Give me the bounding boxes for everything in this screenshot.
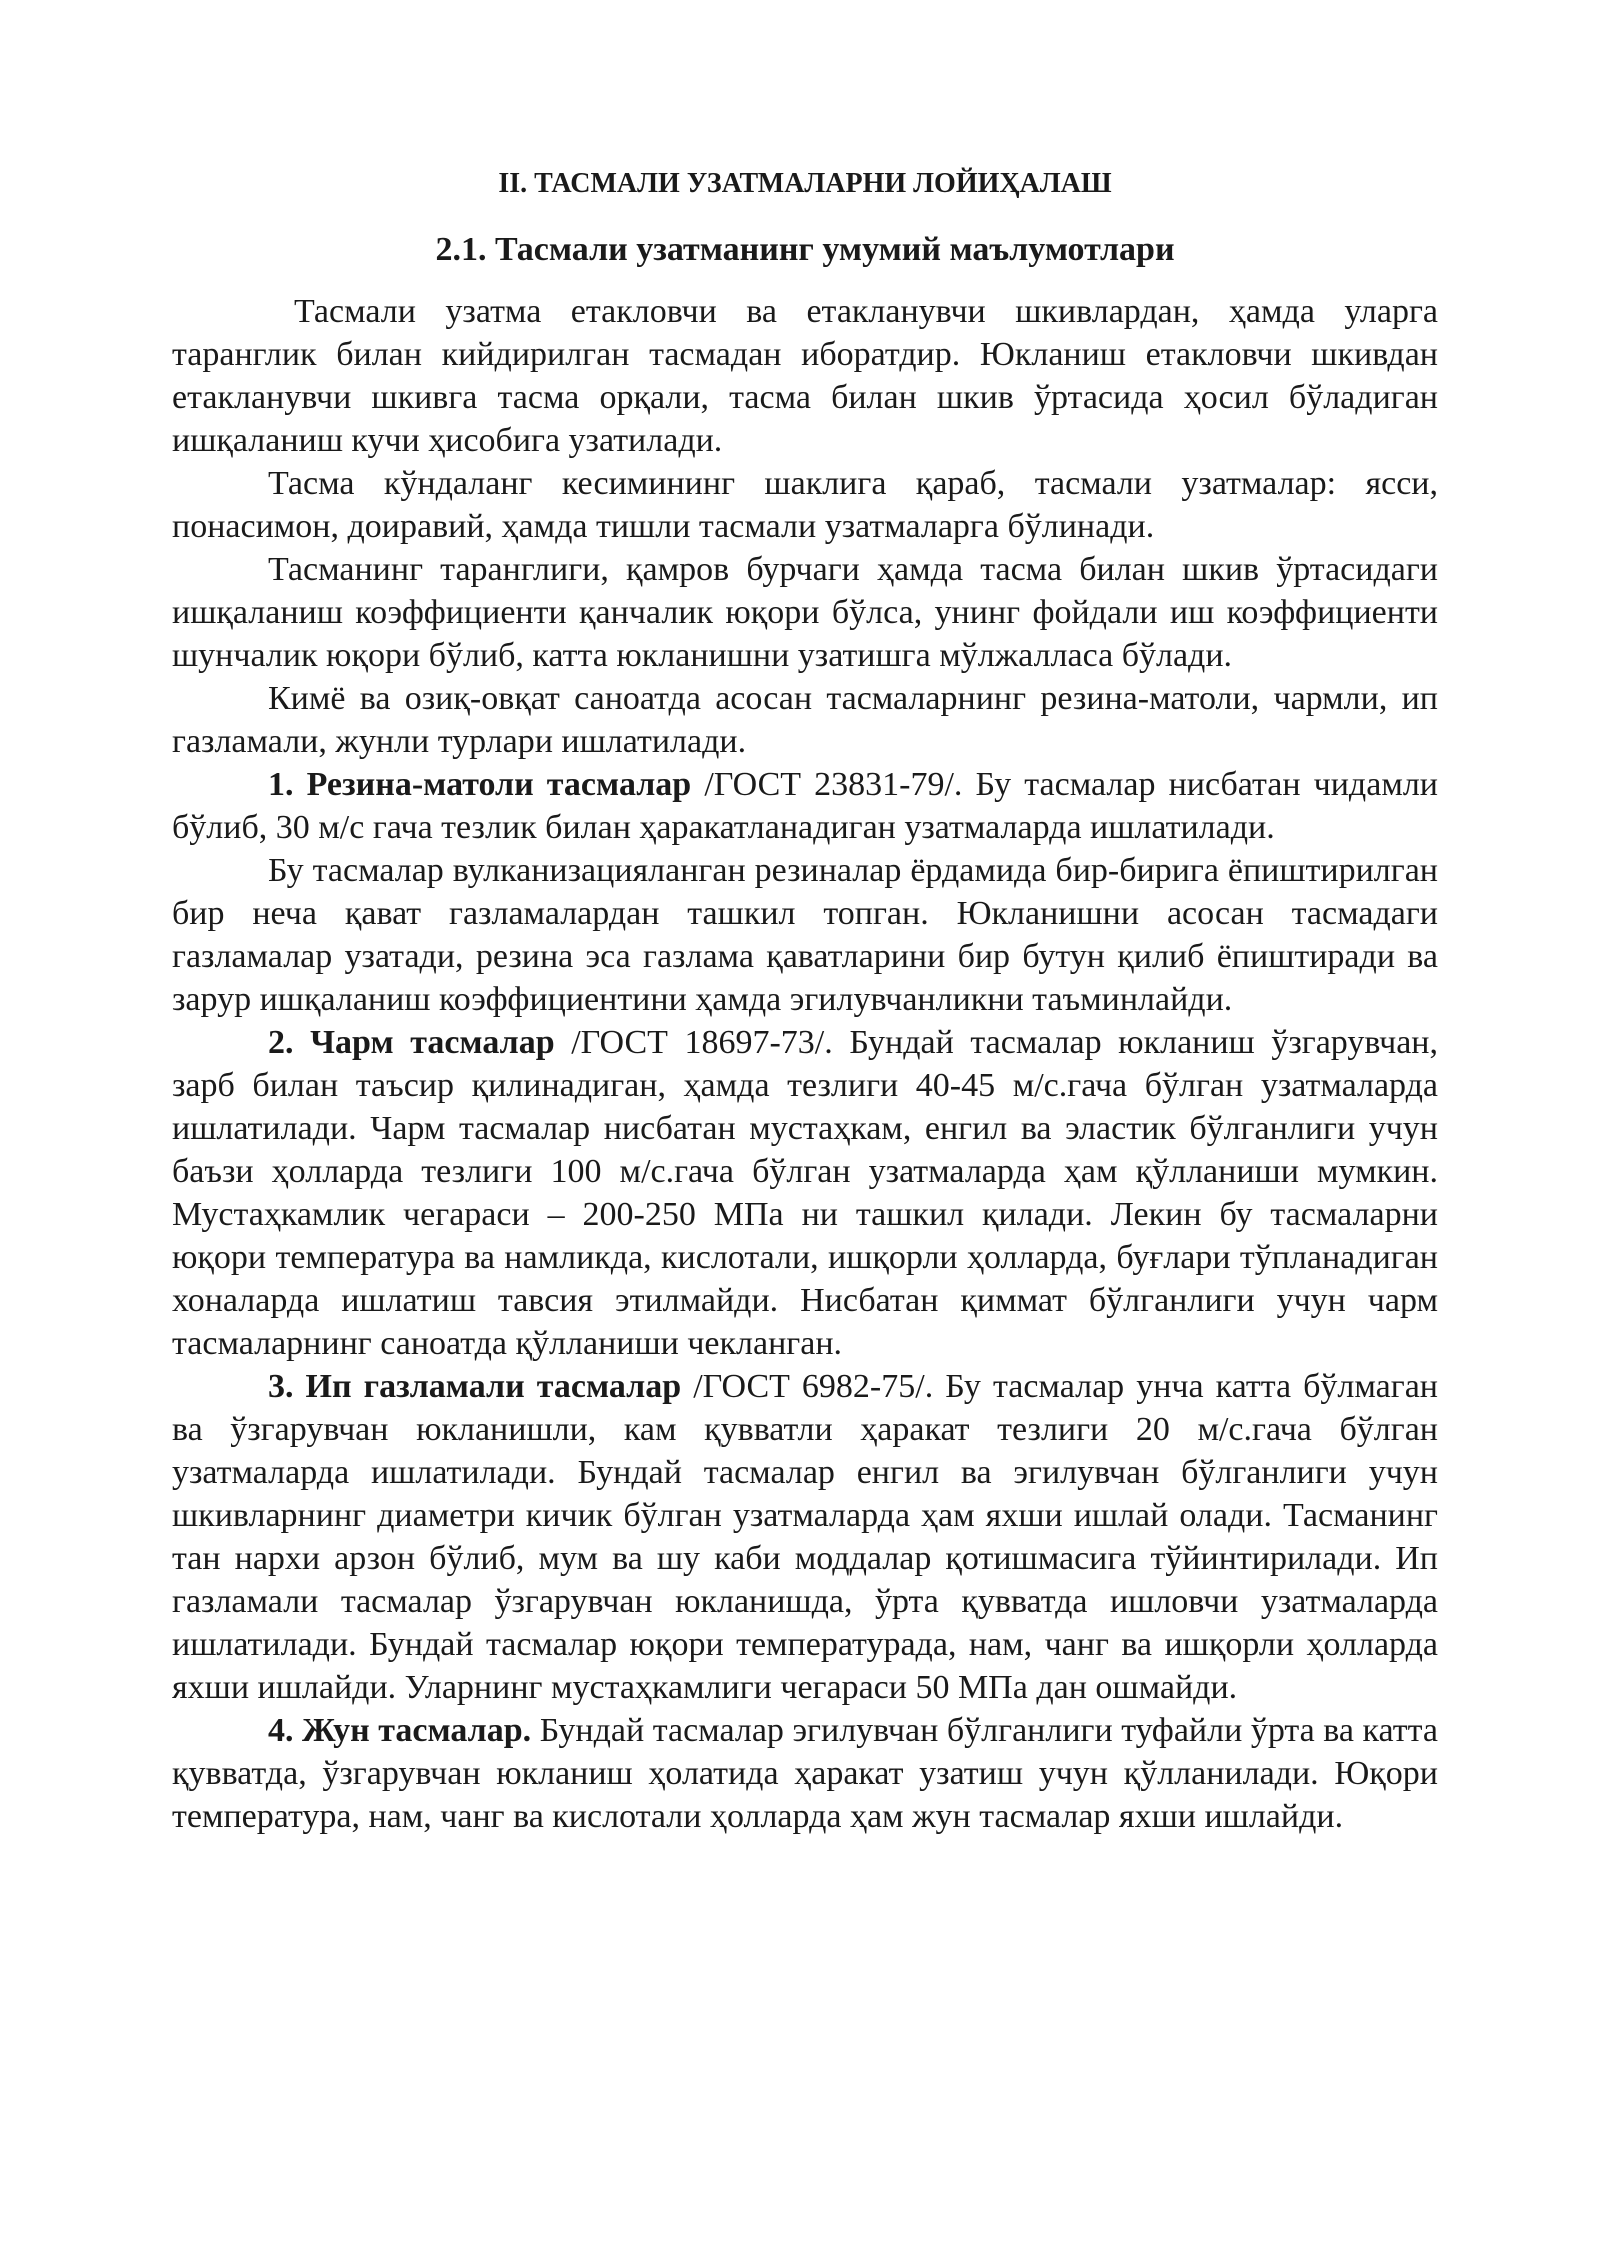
paragraph-text: /ГОСТ 6982-75/. Бу тасмалар унча катта бўлмаган ва ўзгарувчан юкланишли, кам қувватли ҳаракат тезлиги 20 м/с.гача бўлган узатмаларда ишлатилади. Бундай тасмалар енгил ва эгилувчан бўлганлиги учун шкивларнинг диаметри кичик бўлган узатмаларда ҳам яхши ишлай олади. Тасманинг тан нархи арзон бўлиб, мум ва шу каби моддалар қотишмасига тўйинтирилади. Ип газламали тасмалар ўзгарувчан юкланишда, ўрта қувватда ишловчи узатмаларда ишлатилади. Бундай тасмалар юқори температурада, нам, чанг ва ишқорли ҳолларда яхши ишлайди. Уларнинг мустаҳкамлиги чегараси 50 МПа дан ошмайди. bbox=[172, 1368, 1438, 1706]
paragraph bbox=[172, 290, 1438, 462]
paragraph-text: Бундай тасмалар эгилувчан бўлганлиги туфайли ўрта ва катта қувватда, ўзгарувчан юкланиш ҳолатида ҳаракат узатиш учун қўлланилади. Юқори температура, нам, чанг ва кислотали ҳолларда ҳам жун тасмалар яхши ишлайди. bbox=[172, 1712, 1438, 1835]
paragraph-lead: 2. Чарм тасмалар bbox=[268, 1024, 555, 1061]
paragraph bbox=[172, 548, 1438, 677]
paragraph-cotton-belts bbox=[172, 1365, 1438, 1709]
paragraph-lead: 3. Ип газламали тасмалар bbox=[268, 1368, 682, 1405]
subsection-title: 2.1. Тасмали узатманинг умумий маълумотлари bbox=[435, 231, 1175, 268]
paragraph-lead: 4. Жун тасмалар. bbox=[268, 1712, 532, 1749]
paragraph-text: Кимё ва озиқ-овқат саноатда асосан тасмаларнинг резина-матоли, чармли, ип газламали, жунли турлари ишлатилади. bbox=[172, 680, 1438, 760]
paragraph-text: Бу тасмалар вулканизацияланган резиналар ёрдамида бир-бирига ёпиштирилган бир неча қават газламалардан ташкил топган. Юкланишни асосан тасмадаги газламалар узатади, резина эса газлама қаватларини бир бутун қилиб ёпиштиради ва зарур ишқаланиш коэффициентини ҳамда эгилувчанликни таъминлайди. bbox=[172, 852, 1438, 1018]
paragraph-text: /ГОСТ 18697-73/. Бундай тасмалар юкланиш ўзгарувчан, зарб билан таъсир қилинадиган, ҳамда тезлиги 40-45 м/с.гача бўлган узатмаларда ишлатилади. Чарм тасмалар нисбатан мустаҳкам, енгил ва эластик бўлганлиги учун баъзи ҳолларда тезлиги 100 м/с.гача бўлган узатмаларда ҳам қўлланиши мумкин. Мустаҳкамлик чегараси – 200-250 МПа ни ташкил қилади. Лекин бу тасмаларни юқори температура ва намликда, кислотали, ишқорли ҳолларда, буғлари тўпланадиган хоналарда ишлатиш тавсия этилмайди. Нисбатан қиммат бўлганлиги учун чарм тасмаларнинг саноатда қўлланиши чекланган. bbox=[172, 1024, 1438, 1362]
paragraph-text: /ГОСТ 23831-79/. Бу тасмалар нисбатан чидамли бўлиб, 30 м/с гача тезлик билан ҳаракатланадиган узатмаларда ишлатилади. bbox=[172, 766, 1438, 846]
paragraph-lead: 1. Резина-матоли тасмалар bbox=[268, 766, 692, 803]
paragraph bbox=[172, 849, 1438, 1021]
paragraph-wool-belts bbox=[172, 1709, 1438, 1838]
paragraph-text: Тасманинг таранглиги, қамров бурчаги ҳамда тасма билан шкив ўртасидаги ишқаланиш коэффициенти қанчалик юқори бўлса, унинг фойдали иш коэффициенти шунчалик юқори бўлиб, катта юкланишни узатишга мўлжалласа бўлади. bbox=[172, 551, 1438, 674]
document-page bbox=[172, 0, 1438, 1838]
document-body bbox=[172, 290, 1438, 1838]
section-title: II. ТАСМАЛИ УЗАТМАЛАРНИ ЛОЙИҲАЛАШ bbox=[498, 168, 1112, 199]
paragraph-text: Тасмали узатма етакловчи ва етакланувчи шкивлардан, ҳамда уларга таранглик билан кийдирилган тасмадан иборатдир. Юкланиш етакловчи шкивдан етакланувчи шкивга тасма орқали, тасма билан шкив ўртасида ҳосил бўладиган ишқаланиш кучи ҳисобига узатилади. bbox=[172, 293, 1438, 459]
paragraph-rubber-belts bbox=[172, 763, 1438, 849]
paragraph bbox=[172, 462, 1438, 548]
paragraph bbox=[172, 677, 1438, 763]
paragraph-text: Тасма кўндаланг кесимининг шаклига қараб, тасмали узатмалар: ясси, понасимон, доиравий, ҳамда тишли тасмали узатмаларга бўлинади. bbox=[172, 465, 1438, 545]
paragraph-leather-belts bbox=[172, 1021, 1438, 1365]
